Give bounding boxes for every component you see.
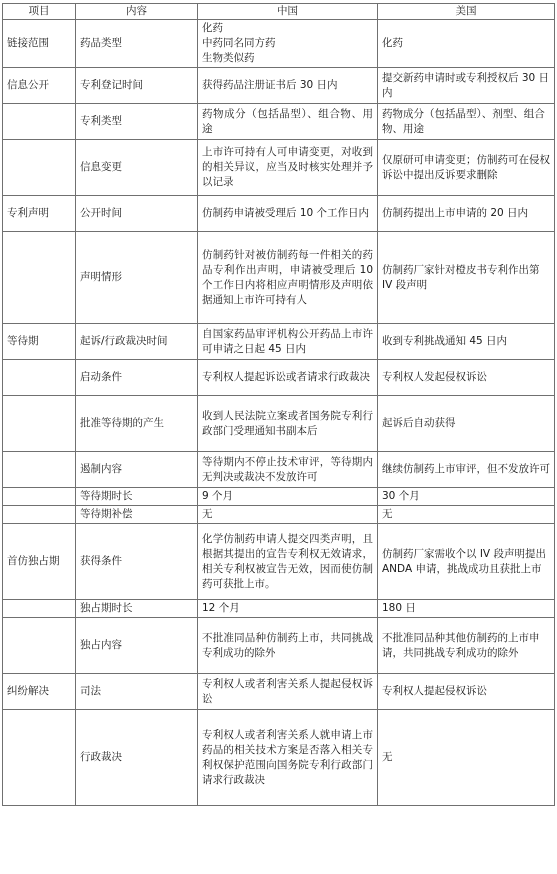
row-china-cell: 仿制药针对被仿制药每一件相关的药品专利作出声明，申请被受理后 10 个工作日内将相应声明情形及声明依据通知上市许可持有人	[198, 232, 378, 324]
row-category	[3, 710, 76, 806]
row-china-cell: 12 个月	[198, 600, 378, 618]
china-cell-line: 生物类似药	[202, 52, 255, 64]
row-item: 司法	[76, 674, 198, 710]
row-usa-cell: 化药	[378, 20, 555, 68]
row-china-cell	[198, 20, 378, 68]
table-row	[3, 140, 555, 196]
row-item: 公开时间	[76, 196, 198, 232]
row-china-cell: 自国家药品审评机构公开药品上市许可申请之日起 45 日内	[198, 324, 378, 360]
row-usa-cell: 180 日	[378, 600, 555, 618]
row-usa-cell: 药物成分（包括晶型）、剂型、组合物、用途	[378, 104, 555, 140]
row-usa-cell: 继续仿制药上市审评，但不发放许可	[378, 452, 555, 488]
row-category: 链接范围	[3, 20, 76, 68]
table-row	[3, 232, 555, 324]
table-row	[3, 488, 555, 506]
table-row	[3, 452, 555, 488]
table-row	[3, 524, 555, 600]
row-usa-cell: 仿制药提出上市申请的 20 日内	[378, 196, 555, 232]
header-item: 项目	[3, 4, 76, 20]
header-content: 内容	[76, 4, 198, 20]
row-china-cell: 获得药品注册证书后 30 日内	[198, 68, 378, 104]
row-china-cell: 等待期内不停止技术审评，等待期内无判决或裁决不发放许可	[198, 452, 378, 488]
row-china-cell: 药物成分（包括晶型）、组合物、用途	[198, 104, 378, 140]
table-row	[3, 196, 555, 232]
row-china-cell: 专利权人或者利害关系人就申请上市药品的相关技术方案是否落入相关专利权保护范围向国务院专利行政部门请求行政裁决	[198, 710, 378, 806]
row-category: 信息公开	[3, 68, 76, 104]
row-china-cell: 无	[198, 506, 378, 524]
row-china-cell: 收到人民法院立案或者国务院专利行政部门受理通知书副本后	[198, 396, 378, 452]
row-item: 启动条件	[76, 360, 198, 396]
table-row	[3, 20, 555, 68]
china-cell-line: 化药	[202, 22, 223, 34]
header-china: 中国	[198, 4, 378, 20]
row-category: 专利声明	[3, 196, 76, 232]
row-category	[3, 600, 76, 618]
row-item: 声明情形	[76, 232, 198, 324]
row-category: 纠纷解决	[3, 674, 76, 710]
row-usa-cell: 收到专利挑战通知 45 日内	[378, 324, 555, 360]
row-category	[3, 232, 76, 324]
table-row	[3, 506, 555, 524]
row-usa-cell: 仿制药厂家针对橙皮书专利作出第 IV 段声明	[378, 232, 555, 324]
row-usa-cell: 30 个月	[378, 488, 555, 506]
row-category: 等待期	[3, 324, 76, 360]
row-item: 遏制内容	[76, 452, 198, 488]
row-item: 行政裁决	[76, 710, 198, 806]
row-category: 首仿独占期	[3, 524, 76, 600]
row-usa-cell: 仿制药厂家需收个以 IV 段声明提出 ANDA 申请，挑战成功且获批上市	[378, 524, 555, 600]
table-header-row	[3, 4, 555, 20]
row-category	[3, 396, 76, 452]
row-usa-cell: 无	[378, 506, 555, 524]
row-item: 起诉/行政裁决时间	[76, 324, 198, 360]
china-cell-line: 中药同名同方药	[202, 37, 276, 49]
row-usa-cell: 起诉后自动获得	[378, 396, 555, 452]
row-item: 批准等待期的产生	[76, 396, 198, 452]
table-row	[3, 324, 555, 360]
row-usa-cell: 不批准同品种其他仿制药的上市申请，共同挑战专利成功的除外	[378, 618, 555, 674]
row-item: 专利类型	[76, 104, 198, 140]
row-category	[3, 140, 76, 196]
row-category	[3, 506, 76, 524]
comparison-table	[2, 3, 555, 806]
table-row	[3, 618, 555, 674]
table-row	[3, 68, 555, 104]
row-category	[3, 104, 76, 140]
row-china-cell: 化学仿制药申请人提交四类声明，且根据其提出的宣告专利权无效请求，相关专利权被宣告无效，因而使仿制药可获批上市。	[198, 524, 378, 600]
row-usa-cell: 仅原研可申请变更；仿制药可在侵权诉讼中提出反诉要求删除	[378, 140, 555, 196]
row-item: 等待期补偿	[76, 506, 198, 524]
row-usa-cell: 专利权人发起侵权诉讼	[378, 360, 555, 396]
row-item: 药品类型	[76, 20, 198, 68]
row-china-cell: 不批准同品种仿制药上市，共同挑战专利成功的除外	[198, 618, 378, 674]
row-item: 信息变更	[76, 140, 198, 196]
row-china-cell: 专利权人提起诉讼或者请求行政裁决	[198, 360, 378, 396]
row-china-cell: 专利权人或者利害关系人提起侵权诉讼	[198, 674, 378, 710]
table-row	[3, 600, 555, 618]
row-item: 等待期时长	[76, 488, 198, 506]
row-usa-cell: 提交新药申请时或专利授权后 30 日内	[378, 68, 555, 104]
table-row	[3, 396, 555, 452]
row-china-cell: 上市许可持有人可申请变更，对收到的相关异议，应当及时核实处理并予以记录	[198, 140, 378, 196]
table-row	[3, 104, 555, 140]
row-category	[3, 360, 76, 396]
row-category	[3, 618, 76, 674]
table-body	[3, 20, 555, 806]
row-category	[3, 452, 76, 488]
header-usa: 美国	[378, 4, 555, 20]
row-china-cell: 9 个月	[198, 488, 378, 506]
row-china-cell: 仿制药申请被受理后 10 个工作日内	[198, 196, 378, 232]
table-row	[3, 360, 555, 396]
row-item: 独占期时长	[76, 600, 198, 618]
row-item: 专利登记时间	[76, 68, 198, 104]
table-row	[3, 710, 555, 806]
row-usa-cell: 无	[378, 710, 555, 806]
row-category	[3, 488, 76, 506]
row-item: 独占内容	[76, 618, 198, 674]
row-usa-cell: 专利权人提起侵权诉讼	[378, 674, 555, 710]
row-item: 获得条件	[76, 524, 198, 600]
table-row	[3, 674, 555, 710]
